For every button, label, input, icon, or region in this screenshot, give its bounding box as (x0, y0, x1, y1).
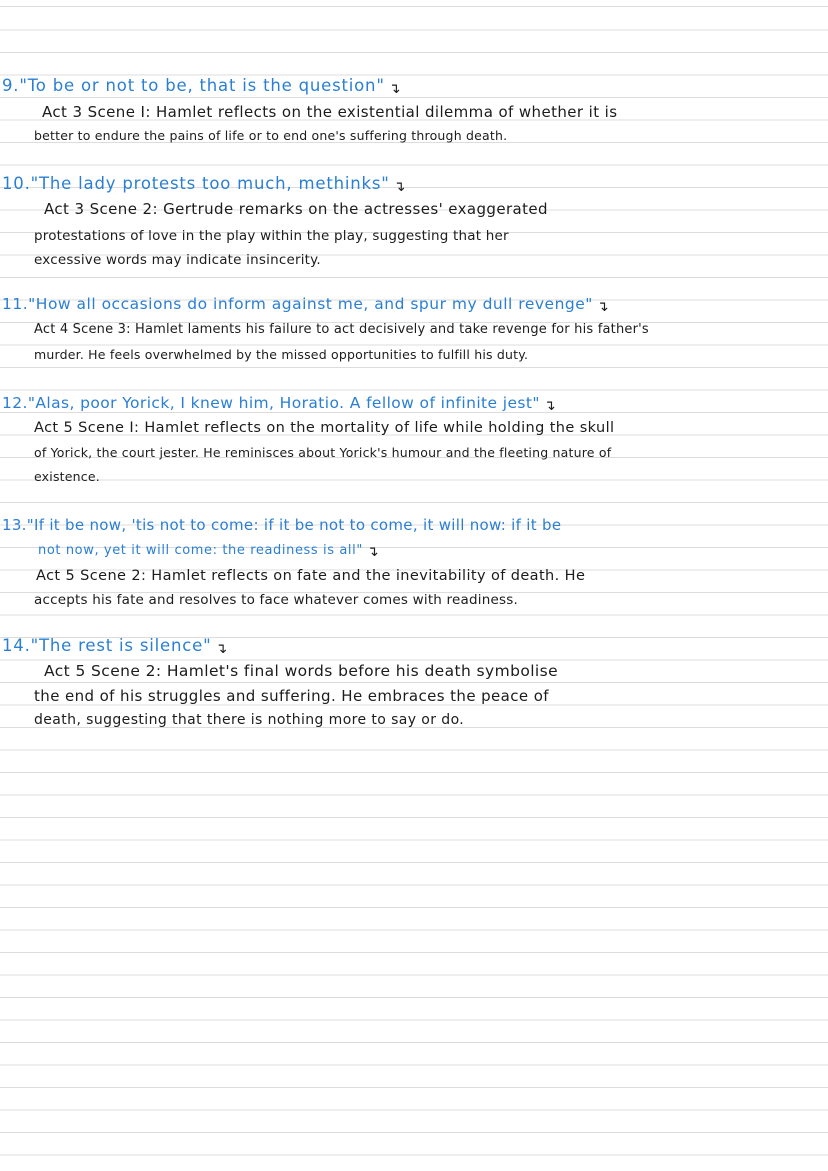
quote-line (2, 76, 400, 97)
quote-line (2, 636, 227, 657)
quote-text: "The rest is silence" (30, 636, 212, 655)
arrow-down-icon: ↴ (215, 641, 228, 657)
note-line: accepts his fate and resolves to face whatever comes with readiness. (34, 592, 518, 608)
arrow-down-icon: ↴ (388, 81, 401, 97)
arrow-down-icon: ↴ (366, 544, 379, 560)
entry-number: 11. (2, 295, 29, 313)
note-line: Act 5 Scene I: Hamlet reflects on the mortality of life while holding the skull (34, 420, 615, 436)
quote-text: "The lady protests too much, methinks" (30, 174, 390, 193)
note-line: Act 5 Scene 2: Hamlet's final words before his death symbolise (44, 662, 559, 680)
note-line: Act 3 Scene 2: Gertrude remarks on the actresses' exaggerated (44, 200, 548, 218)
quote-line (2, 174, 405, 195)
note-line: protestations of love in the play within the play, suggesting that her (34, 228, 509, 244)
quote-line (2, 515, 561, 535)
arrow-down-icon: ↴ (543, 398, 556, 414)
entry-number: 13. (2, 516, 27, 534)
arrow-down-icon: ↴ (596, 299, 609, 315)
entry-number: 10. (2, 174, 31, 193)
quote-text: "Alas, poor Yorick, I knew him, Horatio. A fellow of infinite jest" (27, 394, 540, 412)
quote-line (2, 294, 609, 315)
entry-number: 9. (2, 76, 20, 95)
note-line: Act 5 Scene 2: Hamlet reflects on fate and the inevitability of death. He (36, 568, 586, 584)
note-line: murder. He feels overwhelmed by the missed opportunities to fulfill his duty. (34, 347, 529, 362)
entry-number: 14. (2, 636, 31, 655)
note-line: the end of his struggles and suffering. He embraces the peace of (34, 687, 549, 705)
note-line: of Yorick, the court jester. He reminisces about Yorick's humour and the fleeting nature of (34, 445, 612, 460)
quote-text: "To be or not to be, that is the question" (19, 76, 385, 95)
note-line: Act 3 Scene I: Hamlet reflects on the existential dilemma of whether it is (42, 103, 618, 121)
arrow-down-icon: ↴ (393, 179, 406, 195)
entry-number: 12. (2, 394, 28, 412)
note-line: excessive words may indicate insincerity. (34, 252, 321, 268)
quote-text: "If it be now, 'tis not to come: if it be not to come, it will now: if it be (26, 516, 562, 534)
quote-text: not now, yet it will come: the readiness is all" (38, 543, 363, 558)
note-line: death, suggesting that there is nothing more to say or do. (34, 712, 465, 728)
quote-line (2, 393, 556, 414)
note-line: Act 4 Scene 3: Hamlet laments his failure to act decisively and take revenge for his father's (34, 322, 649, 337)
note-line: better to endure the pains of life or to end one's suffering through death. (34, 128, 508, 143)
quote-line-continued (38, 540, 379, 561)
note-line: existence. (34, 469, 100, 484)
quote-text: "How all occasions do inform against me, and spur my dull revenge" (28, 295, 593, 313)
